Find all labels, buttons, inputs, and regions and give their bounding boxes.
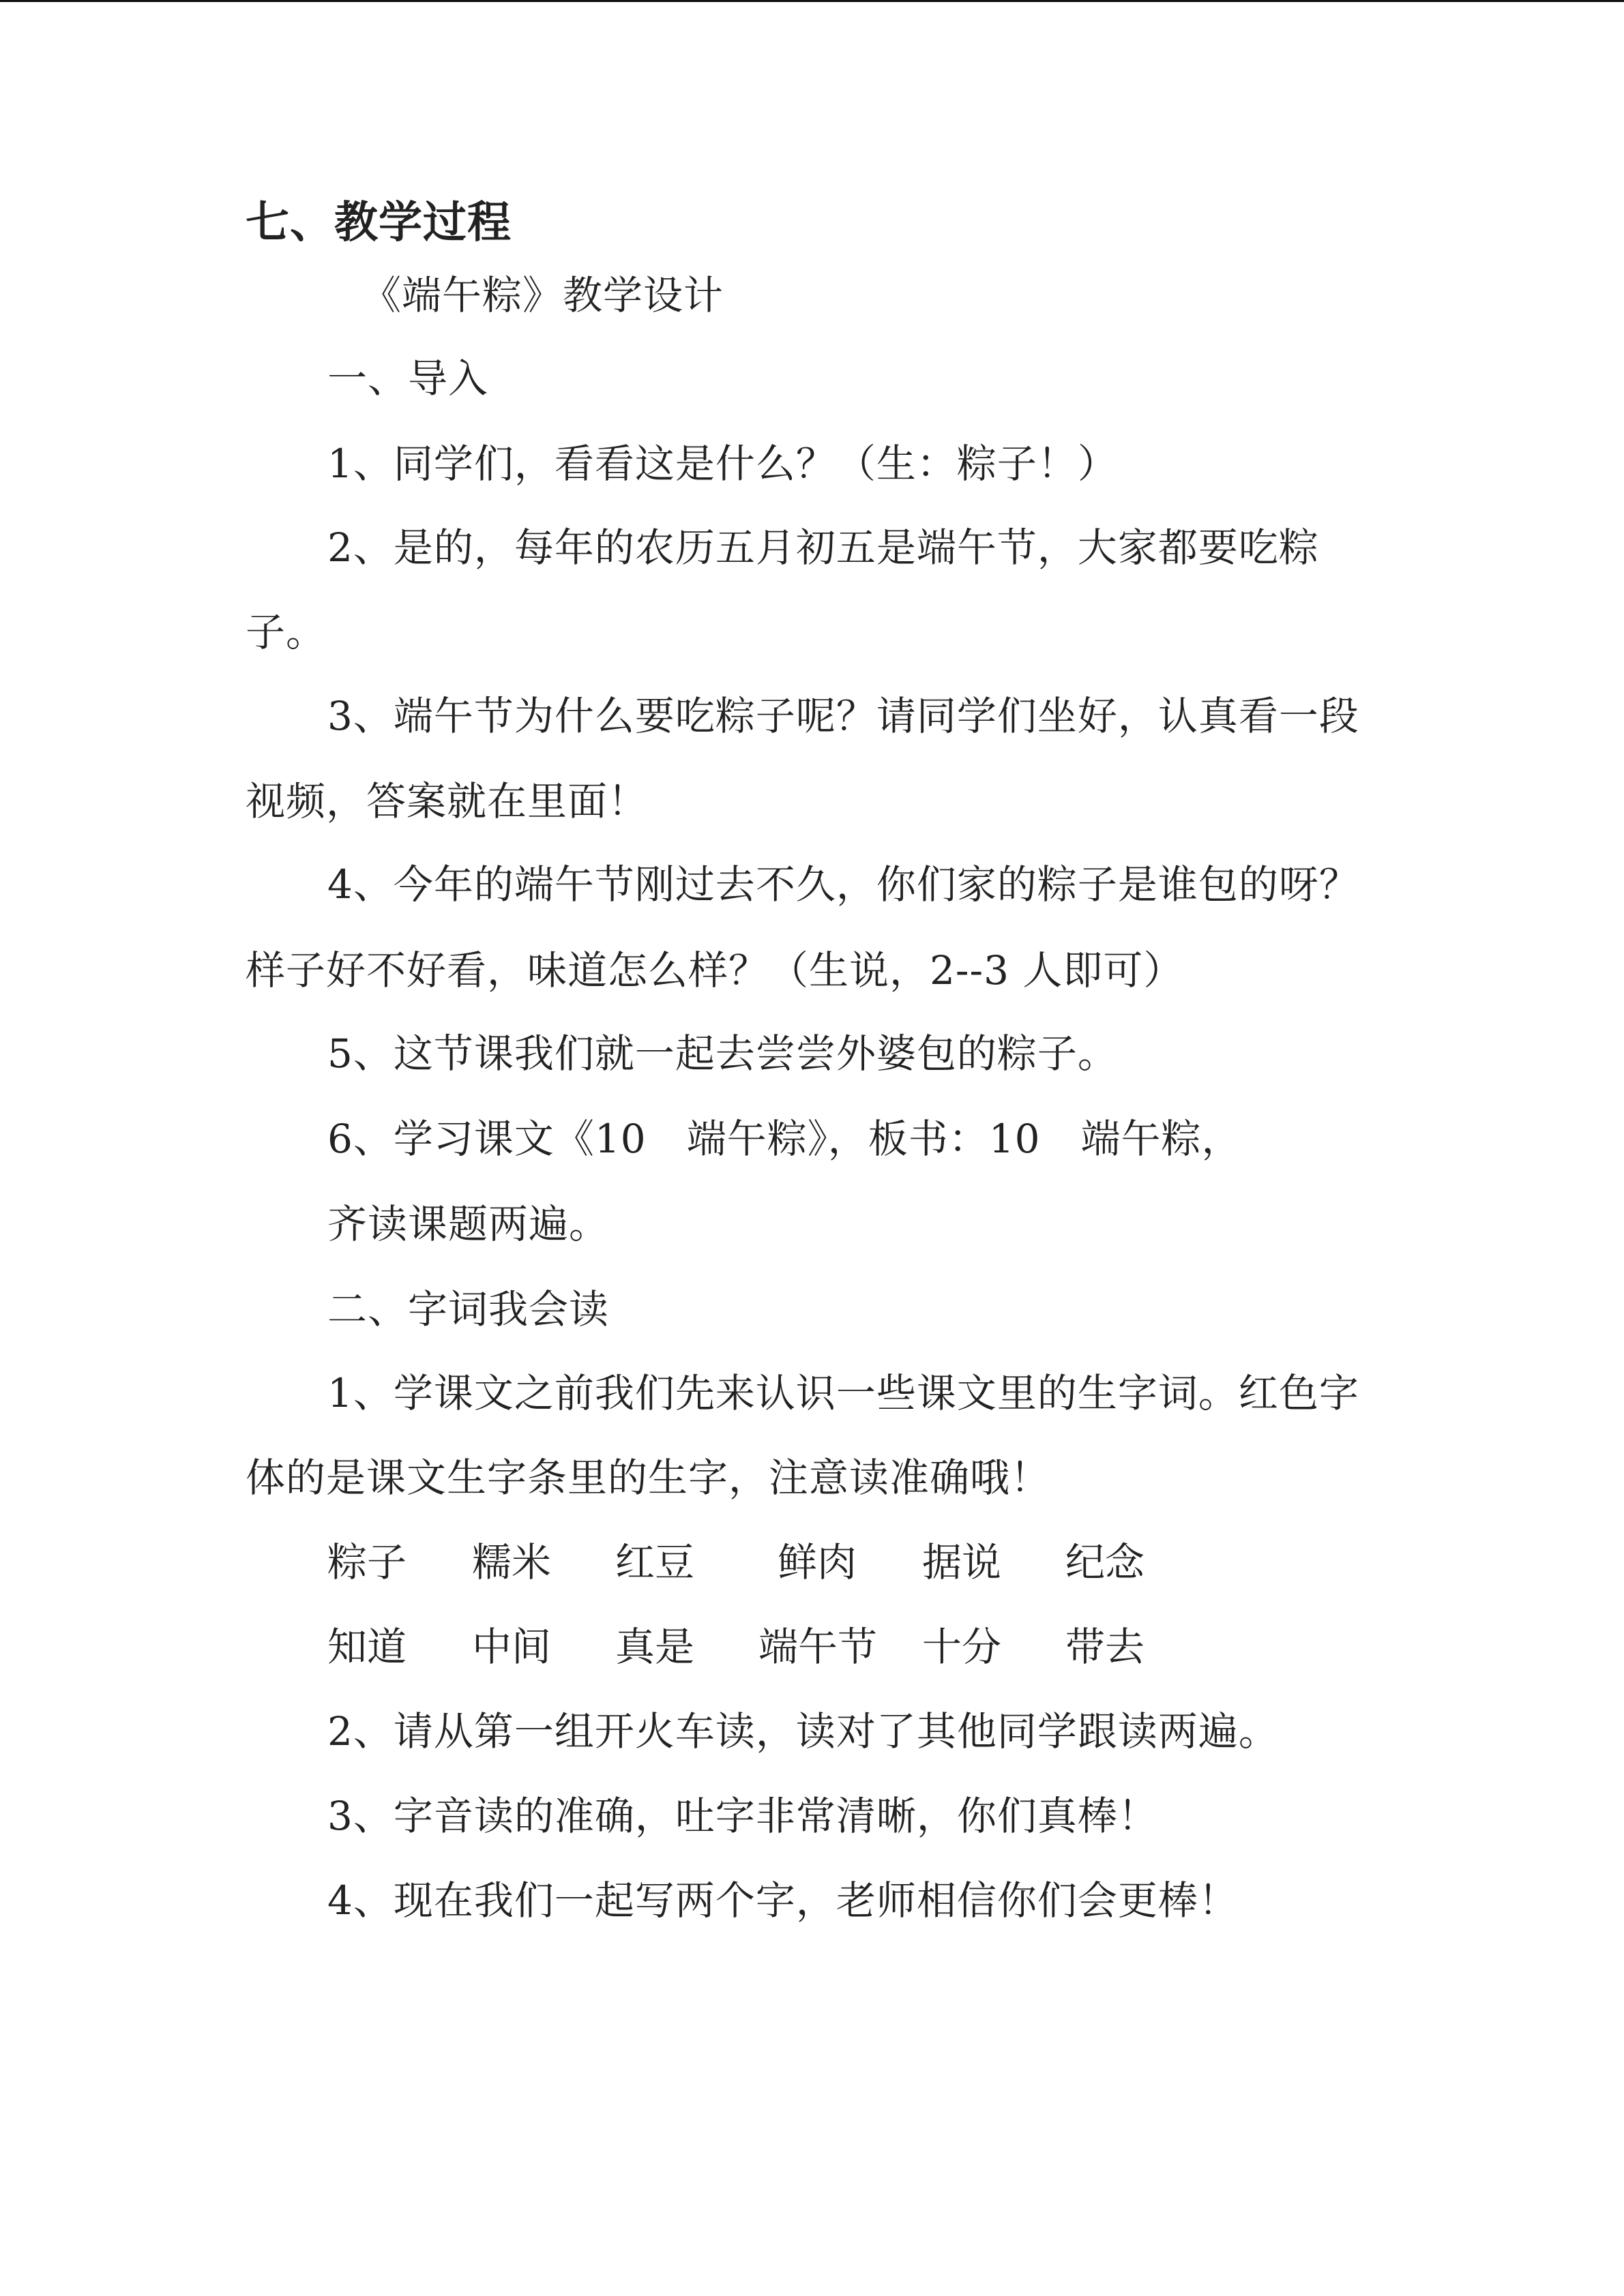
part2-item-2: 2、请从第一组开火车读，读对了其他同学跟读两遍。 (327, 1708, 1279, 1755)
part1-item-2-cont: 子。 (246, 609, 327, 655)
vocab-word: 据说 (922, 1539, 1002, 1585)
part2-item-3: 3、字音读的准确，吐字非常清晰，你们真棒！ (327, 1793, 1158, 1839)
vocab-word: 带去 (1065, 1624, 1145, 1670)
part1-item-6-cont: 齐读课题两遍。 (327, 1201, 610, 1247)
vocab-word: 纪念 (1065, 1539, 1145, 1585)
part2-intro-1: 1、学课文之前我们先来认识一些课文里的生字词。红色字 (327, 1370, 1359, 1416)
part1-item-4-cont: 样子好不好看，味道怎么样？（生说，2--3 人即可） (246, 947, 1184, 994)
vocab-word: 粽子 (327, 1539, 407, 1585)
part1-item-3: 3、端午节为什么要吃粽子呢？请同学们坐好，认真看一段 (327, 693, 1359, 739)
part1-item-2: 2、是的，每年的农历五月初五是端午节，大家都要吃粽 (327, 524, 1319, 571)
vocab-word: 红豆 (615, 1539, 695, 1585)
part1-item-5: 5、这节课我们就一起去尝尝外婆包的粽子。 (327, 1030, 1118, 1077)
part1-item-3-cont: 视频，答案就在里面！ (246, 778, 649, 824)
vocab-word: 知道 (327, 1624, 407, 1670)
vocab-word: 端午节 (758, 1624, 878, 1670)
part1-item-6: 6、学习课文《10 端午粽》，板书：10 端午粽， (327, 1116, 1242, 1162)
vocab-word: 真是 (615, 1624, 695, 1670)
vocab-word: 糯米 (472, 1539, 552, 1585)
part1-item-4: 4、今年的端午节刚过去不久，你们家的粽子是谁包的呀？ (327, 861, 1359, 908)
part1-heading: 一、导入 (327, 355, 489, 402)
part2-heading: 二、字词我会读 (327, 1286, 610, 1332)
part2-item-4: 4、现在我们一起写两个字，老师相信你们会更棒！ (327, 1877, 1239, 1924)
part1-item-1: 1、同学们，看看这是什么？（生：粽子！） (327, 441, 1118, 487)
vocab-word: 中间 (472, 1624, 552, 1670)
vocab-word: 鲜肉 (778, 1539, 857, 1585)
section-heading: 七、教学过程 (246, 197, 512, 248)
vocab-word: 十分 (922, 1624, 1002, 1670)
vocab-row-1 (0, 1538, 1624, 1586)
part2-intro-2: 体的是课文生字条里的生字，注意读准确哦！ (246, 1455, 1051, 1501)
document-title: 《端午粽》教学设计 (361, 272, 724, 318)
vocab-row-2 (0, 1623, 1624, 1671)
